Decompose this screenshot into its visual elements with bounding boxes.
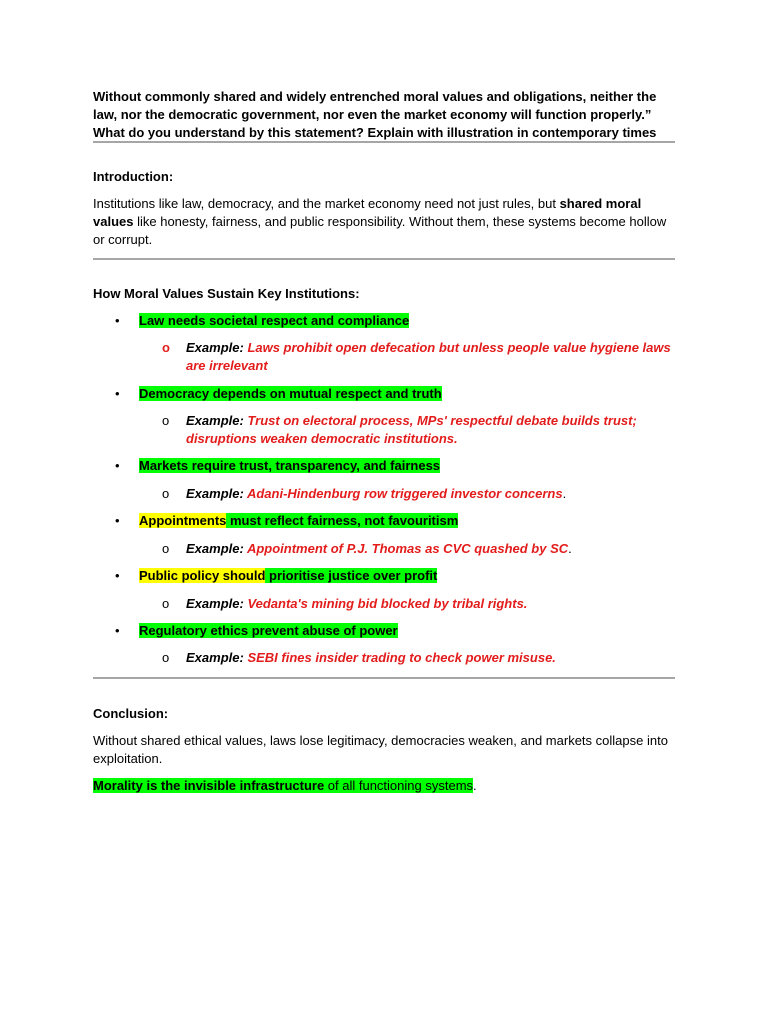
point-lead: Appointments bbox=[139, 513, 227, 528]
sub-bullet-icon: o bbox=[162, 650, 170, 665]
divider bbox=[93, 677, 675, 679]
conclusion-heading: Conclusion: bbox=[93, 706, 169, 721]
point-text: Markets require trust, transparency, and fairness bbox=[139, 458, 441, 473]
example-label: Example bbox=[186, 541, 240, 556]
conclusion-paragraph: Without shared ethical values, laws lose legitimacy, democracies weaken, and markets collapse into exploitation. bbox=[93, 733, 668, 766]
bullet-icon: • bbox=[115, 313, 120, 328]
introduction-paragraph bbox=[93, 195, 675, 249]
example-label: Example bbox=[186, 650, 240, 665]
conclusion-final-line: Morality is the invisible infrastructure of all functioning systems. bbox=[93, 778, 477, 793]
divider bbox=[93, 258, 675, 260]
example-text: Vedanta's mining bid blocked by tribal rights. bbox=[247, 596, 528, 611]
example-text: Adani-Hindenburg row triggered investor concerns bbox=[246, 486, 563, 501]
list-item bbox=[93, 622, 675, 640]
bullet-icon: • bbox=[115, 513, 120, 528]
example-label: Example bbox=[186, 486, 240, 501]
example-item: o Example: Appointment of P.J. Thomas as CVC quashed by SC. bbox=[162, 541, 572, 556]
sub-bullet-icon: o bbox=[162, 413, 170, 428]
example-item: o Example: Adani-Hindenburg row triggered investor concerns. bbox=[162, 486, 567, 501]
example-label: Example bbox=[186, 596, 240, 611]
point-lead: Public policy should bbox=[139, 568, 266, 583]
intro-text-before: Institutions like law, democracy, and the market economy need not just rules, but bbox=[93, 196, 560, 211]
final-rest: of all functioning systems bbox=[324, 778, 474, 793]
section-heading: How Moral Values Sustain Key Institutions: bbox=[93, 286, 360, 301]
sub-bullet-icon: o bbox=[162, 541, 170, 556]
list-item bbox=[93, 385, 675, 403]
sub-bullet-icon: o bbox=[162, 596, 170, 611]
point-text: Regulatory ethics prevent abuse of power bbox=[139, 623, 398, 638]
list-item bbox=[93, 512, 675, 530]
example-item: o Example: SEBI fines insider trading to check power misuse. bbox=[162, 650, 556, 665]
example-text: Appointment of P.J. Thomas as CVC quashed by SC bbox=[246, 541, 569, 556]
example-text: Laws prohibit open defecation but unless people value hygiene laws are irrelevant bbox=[186, 340, 671, 373]
list-item bbox=[93, 567, 675, 585]
sub-bullet-icon: o bbox=[162, 486, 170, 501]
question-text: Without commonly shared and widely entrenched moral values and obligations, neither the law, nor the democratic government, nor even the market economy will function properly.” What do you understand by this statement? Explain with illustration in contemporary times bbox=[93, 89, 657, 140]
list-item bbox=[93, 457, 675, 475]
bullet-icon: • bbox=[115, 458, 120, 473]
example-text: Trust on electoral process, MPs' respectful debate builds trust; disruptions weaken democratic institutions. bbox=[186, 413, 637, 446]
point-text: must reflect fairness, not favouritism bbox=[226, 513, 459, 528]
intro-bold-phrase: shared moral values bbox=[93, 196, 642, 229]
sub-bullet-icon: o bbox=[162, 340, 170, 355]
introduction-heading: Introduction: bbox=[93, 169, 174, 184]
example-text: SEBI fines insider trading to check power misuse. bbox=[247, 650, 556, 665]
divider bbox=[93, 141, 675, 143]
point-text: Democracy depends on mutual respect and truth bbox=[139, 386, 442, 401]
point-text: prioritise justice over profit bbox=[265, 568, 438, 583]
bullet-icon: • bbox=[115, 386, 120, 401]
bullet-icon: • bbox=[115, 623, 120, 638]
list-item bbox=[93, 312, 675, 330]
intro-text-after: like honesty, fairness, and public responsibility. Without them, these systems become hollow or corrupt. bbox=[93, 214, 667, 247]
example-label: Example bbox=[186, 340, 240, 355]
point-text: Law needs societal respect and compliance bbox=[139, 313, 410, 328]
example-item: o Example: Vedanta's mining bid blocked by tribal rights. bbox=[162, 596, 528, 611]
final-bold-phrase: Morality is the invisible infrastructure bbox=[93, 778, 325, 793]
bullet-icon: • bbox=[115, 568, 120, 583]
example-item: o Example: Laws prohibit open defecation but unless people value hygiene laws are irrelevant bbox=[162, 340, 671, 373]
example-item: o Example: Trust on electoral process, MPs' respectful debate builds trust; disruptions weaken democratic institutions. bbox=[162, 413, 637, 446]
example-label: Example bbox=[186, 413, 240, 428]
